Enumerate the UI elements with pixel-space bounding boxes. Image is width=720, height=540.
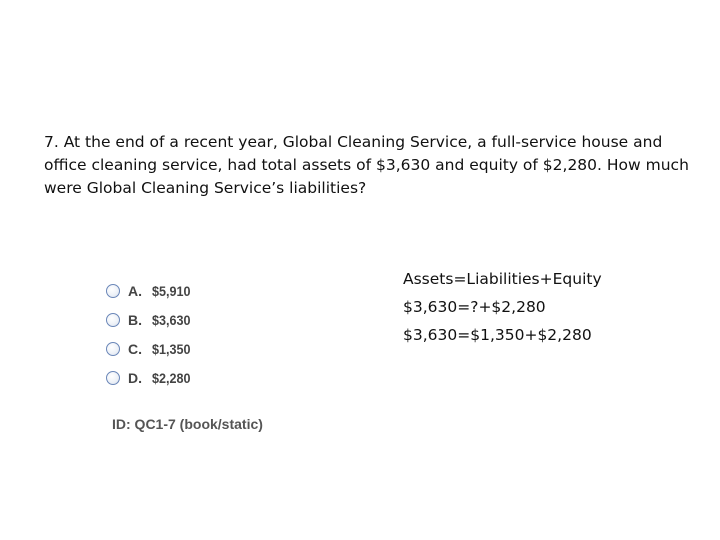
option-value: $1,350 bbox=[152, 340, 191, 357]
option-letter: A. bbox=[128, 282, 142, 299]
radio-button-icon[interactable] bbox=[106, 371, 120, 385]
option-letter: D. bbox=[128, 369, 142, 386]
solution-line-substitution: $3,630=?+$2,280 bbox=[403, 298, 546, 316]
option-value: $5,910 bbox=[152, 282, 191, 299]
question-text: 7. At the end of a recent year, Global Cleaning Service, a full-service house and office cleaning service, had total assets of $3,630 and equity of $2,280. How much were Global Cleaning Service’s liabilities? bbox=[44, 133, 689, 197]
solution-line-equation: Assets=Liabilities+Equity bbox=[403, 270, 602, 288]
option-a[interactable] bbox=[106, 276, 195, 305]
radio-button-icon[interactable] bbox=[106, 313, 120, 327]
option-d[interactable] bbox=[106, 363, 195, 392]
solution-block bbox=[403, 265, 602, 349]
answer-options bbox=[106, 276, 195, 392]
solution-line-answer: $3,630=$1,350+$2,280 bbox=[403, 326, 592, 344]
option-c[interactable] bbox=[106, 334, 195, 363]
option-b[interactable] bbox=[106, 305, 195, 334]
radio-button-icon[interactable] bbox=[106, 342, 120, 356]
option-value: $2,280 bbox=[152, 369, 191, 386]
option-value: $3,630 bbox=[152, 311, 191, 328]
question-id-label: ID: QC1-7 (book/static) bbox=[112, 416, 263, 432]
option-letter: B. bbox=[128, 311, 142, 328]
radio-button-icon[interactable] bbox=[106, 284, 120, 298]
option-letter: C. bbox=[128, 340, 142, 357]
